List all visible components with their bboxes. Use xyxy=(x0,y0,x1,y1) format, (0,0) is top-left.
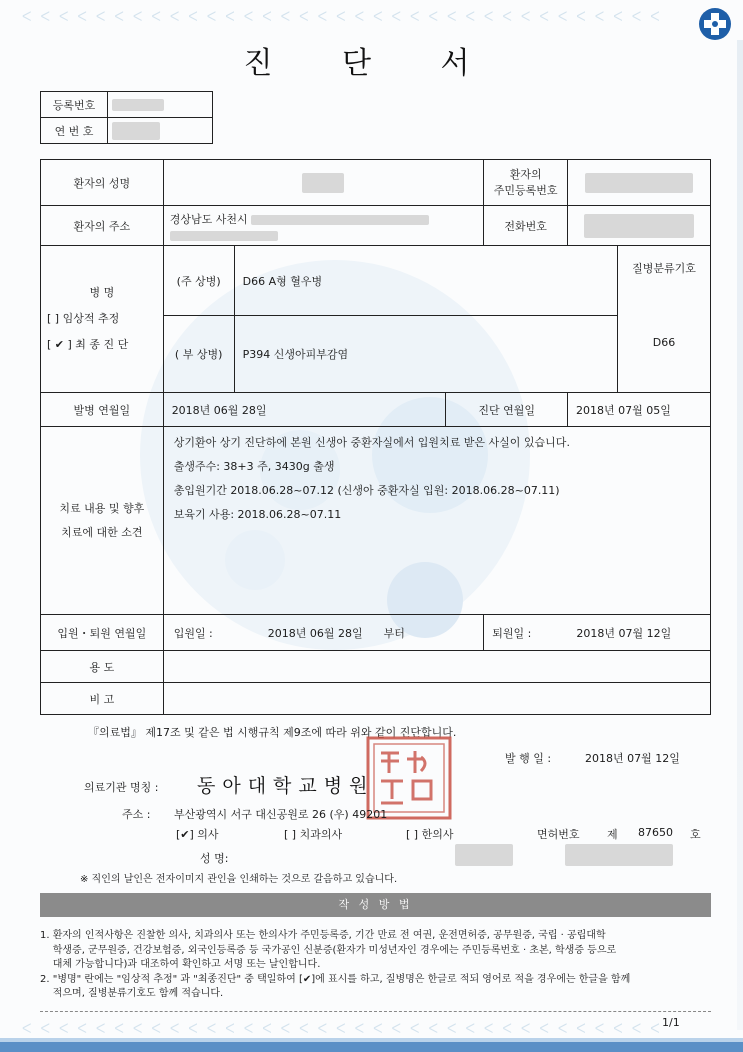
patient-rrn-label: 환자의 주민등록번호 xyxy=(484,160,568,206)
guide-line: 2. "병명" 란에는 "임상적 추정" 과 "최종진단" 중 택일하여 [✔]에 표시를 하고, 질병명은 한글로 적되 영어로 적을 경우에는 한글을 함께 xyxy=(40,973,631,985)
patient-name-row xyxy=(41,160,711,206)
watermark-pattern-bottom: ᐸᐸᐸᐸᐸᐸᐸᐸᐸᐸᐸᐸᐸᐸᐸᐸᐸᐸᐸᐸᐸᐸᐸᐸᐸᐸᐸᐸᐸᐸᐸᐸᐸᐸᐸ xyxy=(22,1022,669,1037)
writing-guide-header: 작 성 방 법 xyxy=(40,893,711,917)
patient-phone-label: 전화번호 xyxy=(484,206,568,246)
treatment-line: 상기환아 상기 진단하에 본원 신생아 중환자실에서 입원치료 받은 사실이 있습니다. xyxy=(173,436,570,449)
oriental-doctor-option: [ ] 한의사 xyxy=(406,828,454,841)
admission-label: 입원・퇴원 연월일 xyxy=(41,615,164,651)
issue-date-value: 2018년 07월 12일 xyxy=(585,752,680,765)
remarks-value xyxy=(163,683,710,715)
dentist-option: [ ] 치과의사 xyxy=(284,828,343,841)
disease-code-label: 질병분류기호 xyxy=(632,262,696,275)
hospital-logo-icon xyxy=(697,6,733,42)
main-diagnosis-value: D66 A형 혈우병 xyxy=(234,246,617,316)
issue-date-label: 발 행 일 : xyxy=(505,752,552,765)
disease-code-cell xyxy=(618,246,711,393)
reg-number-label: 등록번호 xyxy=(41,92,108,118)
license-number: 87650 xyxy=(638,826,673,839)
law-statement: 『의료법』 제17조 및 같은 법 시행규칙 제9조에 따라 위와 같이 진단합니다. xyxy=(88,726,457,739)
reg-number-value xyxy=(108,92,213,118)
admission-out-cell: 퇴원일 : 2018년 07월 12일 xyxy=(484,615,711,651)
document-title: 진 단 서 xyxy=(243,46,500,81)
patient-address-label: 환자의 주소 xyxy=(41,206,164,246)
usage-label: 용 도 xyxy=(41,651,164,683)
footer-divider xyxy=(40,1011,711,1012)
bottom-band xyxy=(0,1042,743,1052)
address-label: 주소 : xyxy=(122,808,151,821)
writing-guide xyxy=(40,929,711,1002)
guide-line: 학생증, 군무원증, 건강보험증, 외국인등록증 등 국가공인 신분증(환자가 미성년자인 경우에는 주민등록번호 · 초본, 학생증 등으로 xyxy=(40,944,617,956)
doctor-option: [✔] 의사 xyxy=(176,828,219,841)
diagnosis-label-cell xyxy=(41,246,164,393)
onset-date-label: 발병 연월일 xyxy=(41,393,164,427)
address-value: 부산광역시 서구 대신공원로 26 (우) 49201 xyxy=(174,808,388,821)
dates-row xyxy=(41,393,711,427)
license-suffix: 호 xyxy=(690,828,701,841)
diagnosis-date-label: 진단 연월일 xyxy=(446,393,568,427)
license-label: 면허번호 xyxy=(537,828,580,841)
watermark-pattern-top: ᐸᐸᐸᐸᐸᐸᐸᐸᐸᐸᐸᐸᐸᐸᐸᐸᐸᐸᐸᐸᐸᐸᐸᐸᐸᐸᐸᐸᐸᐸᐸᐸᐸᐸᐸ xyxy=(22,10,669,25)
onset-date-value: 2018년 06월 28일 xyxy=(163,393,446,427)
clinical-estimate-option: [ ] 임상적 추정 xyxy=(47,312,120,325)
guide-line: 적으며, 질병분류기호도 함께 적습니다. xyxy=(40,988,224,999)
doctor-name-label: 성 명: xyxy=(200,852,229,865)
page-number: 1/1 xyxy=(662,1016,680,1029)
treatment-content xyxy=(163,427,710,615)
diagnosis-label: 병 명 xyxy=(89,286,115,299)
treatment-line: 총입원기간 2018.06.28~07.12 (신생아 중환자실 입원: 2018.06.28~07.11) xyxy=(173,484,560,497)
diagnosis-date-value: 2018년 07월 05일 xyxy=(568,393,711,427)
guide-line: 대체 가능합니다)과 대조하여 확인하고 서명 또는 날인합니다. xyxy=(40,959,321,970)
license-prefix: 제 xyxy=(607,828,618,841)
page-edge xyxy=(737,40,743,1030)
remarks-label: 비 고 xyxy=(41,683,164,715)
treatment-line: 출생주수: 38+3 주, 3430g 출생 xyxy=(173,460,335,473)
usage-value xyxy=(163,651,710,683)
admission-row xyxy=(41,615,711,651)
institution-name: 동아대학교병원 xyxy=(197,775,375,797)
main-diagnosis-label: (주 상병) xyxy=(163,246,234,316)
patient-name-label: 환자의 성명 xyxy=(41,160,164,206)
serial-number-label: 연 번 호 xyxy=(41,118,108,144)
treatment-row xyxy=(41,427,711,615)
admission-in-cell: 입원일 : 2018년 06월 28일 부터 xyxy=(163,615,484,651)
treatment-line: 보육기 사용: 2018.06.28~07.11 xyxy=(173,508,342,521)
doctor-signature-redacted xyxy=(565,844,673,866)
treatment-label: 치료 내용 및 향후 치료에 대한 소견 xyxy=(41,427,164,615)
institution-label: 의료기관 명칭 : xyxy=(84,781,159,794)
registration-box xyxy=(40,91,213,144)
final-diagnosis-option: [ ✔ ] 최 종 진 단 xyxy=(47,338,129,351)
patient-phone-value xyxy=(568,206,711,246)
guide-line: 1. 환자의 인적사항은 진찰한 의사, 치과의사 또는 한의사가 주민등록증, 기간 만료 전 여권, 운전면허증, 공무원증, 국립 · 공립대학 xyxy=(40,930,606,941)
diagnosis-table xyxy=(40,159,711,715)
patient-rrn-value xyxy=(568,160,711,206)
diagnosis-main-row xyxy=(41,246,711,316)
doctor-name-redacted xyxy=(455,844,513,866)
patient-name-value xyxy=(163,160,484,206)
seal-note: ※ 직인의 날인은 전자이미지 관인을 인쇄하는 것으로 갈음하고 있습니다. xyxy=(80,874,398,885)
remarks-row xyxy=(41,683,711,715)
sub-diagnosis-value: P394 신생아피부감염 xyxy=(234,316,617,393)
patient-address-row xyxy=(41,206,711,246)
sub-diagnosis-label: ( 부 상병) xyxy=(163,316,234,393)
usage-row xyxy=(41,651,711,683)
serial-number-value xyxy=(108,118,213,144)
disease-code-value: D66 xyxy=(652,336,676,349)
patient-address-value: 경상남도 사천시 xyxy=(163,206,484,246)
